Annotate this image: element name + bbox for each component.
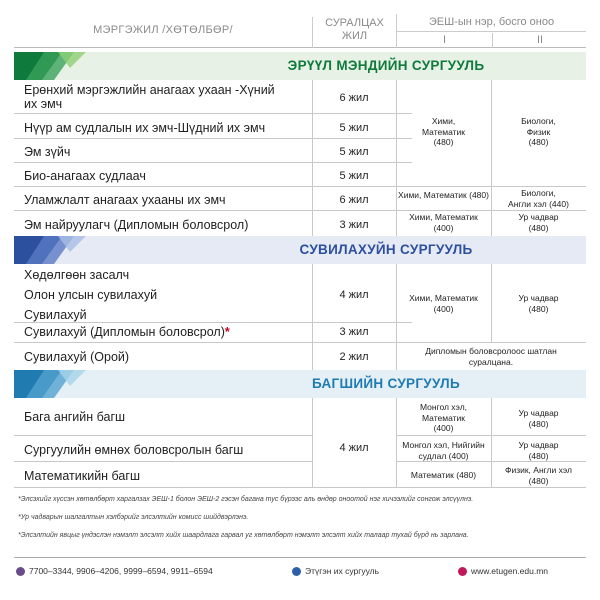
duration-cell: 5 жил: [339, 122, 369, 134]
column-divider: [312, 264, 313, 370]
facebook-icon: [292, 567, 301, 576]
exam1-cell: [396, 190, 491, 201]
exam-text: (480): [528, 418, 549, 429]
admission-table: [14, 12, 586, 48]
exam-text: (480): [433, 137, 454, 147]
section-title-nursing: СУВИЛАХУЙН СУРГУУЛЬ: [299, 242, 473, 257]
exam-text: Физик, Англи хэл: [504, 465, 572, 475]
exam-text: суралцана.: [468, 356, 514, 367]
row-divider: [14, 487, 586, 488]
website-link[interactable]: www.etugen.edu.mn: [471, 566, 549, 576]
row-divider: [14, 461, 312, 462]
facebook-text[interactable]: Этүгэн их сургууль: [305, 566, 380, 576]
exam-text: Дипломын боловсролоос шатлан: [425, 346, 557, 356]
row-divider: [14, 113, 412, 114]
exam-text: Биологи,: [521, 188, 556, 198]
program-physio: Хөдөлгөөн засалч: [24, 268, 130, 282]
exam-text: Хими,: [431, 116, 456, 126]
asterisk-mark: *: [224, 325, 230, 339]
phones-text: 7700–3344, 9906–4206, 9999–6594, 9911–6594: [29, 566, 213, 576]
band-decoration-icon: [14, 370, 94, 398]
row-divider: [14, 186, 586, 187]
band-decoration-icon: [14, 52, 94, 80]
program-line2: их эмч: [24, 97, 63, 111]
exam1-cell: [396, 440, 491, 461]
section-band-nursing: [14, 236, 586, 264]
duration-cell: 6 жил: [339, 194, 369, 206]
band-decoration-icon: [14, 236, 94, 264]
column-divider: [312, 398, 313, 487]
exam-text: (400): [433, 222, 454, 233]
footer-website[interactable]: [458, 566, 548, 576]
table-header: [14, 12, 586, 48]
exam-text: (400): [433, 423, 454, 433]
phone-icon: [16, 567, 25, 576]
exam-text: Математик: [422, 126, 465, 137]
exam-text: (480): [528, 137, 549, 147]
footnote: *Элсэлтийн явцыг үндэслэн нэмэлт элсэлт хийх шаардлага гарвал уг хөтөлбөрт нэмэлт элсэлт хийх талаар тухай бүрд нь зарлана.: [18, 532, 469, 539]
exam2-merged: [491, 293, 586, 314]
column-divider: [396, 398, 397, 487]
header-exam-col1: I: [442, 34, 447, 46]
exam-text: Ур чадвар: [518, 440, 559, 450]
program-text: Сувилахуй (Дипломын боловсрол): [24, 325, 225, 339]
program-nursing: Сувилахуй: [24, 308, 87, 322]
exam-text: (480): [528, 450, 549, 461]
program-biomedical: Био-анагаах судлаач: [24, 169, 146, 183]
column-divider: [491, 80, 492, 236]
exam2-merged: [491, 116, 586, 148]
exam-text: (480): [528, 303, 549, 314]
footer-phones: [16, 566, 213, 576]
duration-cell: 2 жил: [339, 351, 369, 363]
duration-cell: 3 жил: [339, 326, 369, 338]
row-divider: [14, 162, 412, 163]
program-pharmacist: Эм зүйч: [24, 145, 71, 159]
duration-cell: 5 жил: [339, 170, 369, 182]
exam2-cell: [491, 188, 586, 209]
row-divider: [14, 138, 412, 139]
program-primary-teacher: Бага ангийн багш: [24, 410, 126, 424]
program-dentist: Нүүр ам судлалын их эмч-Шүдний их эмч: [24, 121, 266, 135]
row-divider: [14, 210, 586, 211]
header-duration: [312, 17, 396, 48]
program-pharmaceutics: Эм найруулагч (Дипломын боловсрол): [24, 218, 249, 232]
duration-merged: 4 жил: [339, 289, 369, 301]
section-band-teacher: [14, 370, 586, 398]
header-exam: [396, 14, 586, 48]
row-divider: [14, 342, 586, 343]
globe-icon: [458, 567, 467, 576]
exam-text: Англи хэл (440): [508, 198, 569, 209]
exam-text: Математик (480): [410, 470, 477, 480]
exam2-cell: [491, 408, 586, 429]
exam1-cell: [396, 402, 491, 434]
program-line1: Ерөнхий мэргэжлийн анагаах ухаан -Хүний: [24, 83, 275, 97]
duration-cell: 3 жил: [339, 219, 369, 231]
program-math-teacher: Математикийн багш: [24, 469, 140, 483]
exam-text: (480): [528, 222, 549, 233]
exam-text: Хими, Математик (480): [398, 190, 489, 200]
column-divider: [396, 264, 397, 370]
footnote: *Ур чадварын шалгалтын хэлбэрийг элсэлтийн комисс шийдвэрлэнэ.: [18, 514, 249, 521]
exam1-merged: [396, 293, 491, 314]
duration-cell: 6 жил: [339, 92, 369, 104]
exam-text: судлал (400): [418, 450, 469, 461]
section-title-health: ЭРҮҮЛ МЭНДИЙН СУРГУУЛЬ: [287, 58, 485, 73]
header-exam-col2: II: [492, 33, 587, 48]
footnote: *Элсэхийг хүссэн хөтөлбөрт харгалзах ЭЕШ-1 болон ЭЕШ-2 гэсэн багана тус бүрээс аль өндөр оноотой нэг хичээлийг сонгож элсүүлнэ.: [18, 496, 474, 503]
exam2-cell: [491, 465, 586, 486]
row-divider: [14, 322, 412, 323]
program-traditional-medicine: Уламжлалт анагаах ухааны их эмч: [24, 193, 226, 207]
duration-cell: 5 жил: [339, 146, 369, 158]
exam-text: Монгол хэл, Нийгийн: [402, 440, 485, 450]
exam-text: (400): [433, 303, 454, 314]
exam-text: (480): [528, 475, 549, 486]
exam-wide-note: [396, 346, 586, 367]
exam-text: Ур чадвар: [518, 212, 559, 222]
exam-text: Хими, Математик: [409, 212, 478, 222]
exam-text: Монгол хэл,: [419, 402, 468, 412]
header-exam-title: ЭЕШ-ын нэр, босго оноо: [397, 14, 586, 32]
exam-text: Физик: [526, 126, 551, 137]
duration-merged: 4 жил: [339, 442, 369, 454]
program-nursing-evening: Сувилахуй (Орой): [24, 350, 130, 364]
program-nursing-diploma: [14, 325, 312, 339]
exam-text: Хими, Математик: [409, 293, 478, 303]
column-divider: [491, 398, 492, 487]
header-program: МЭРГЭЖИЛ /ХӨТӨЛБӨР/: [93, 24, 233, 36]
section-title-teacher: БАГШИЙН СУРГУУЛЬ: [312, 376, 460, 391]
exam2-cell: [491, 440, 586, 461]
exam-text: Биологи,: [521, 116, 556, 126]
exam1-merged: [396, 116, 491, 148]
column-divider: [491, 264, 492, 342]
header-duration-line2: ЖИЛ: [341, 30, 368, 42]
exam1-cell: [396, 212, 491, 233]
column-divider: [396, 80, 397, 236]
exam-text: Ур чадвар: [518, 408, 559, 418]
exam-text: Ур чадвар: [518, 293, 559, 303]
footer-facebook[interactable]: [292, 566, 379, 576]
program-general-medicine: [14, 83, 312, 111]
exam1-cell: [396, 470, 491, 481]
exam2-cell: [491, 212, 586, 233]
footer-divider: [14, 557, 586, 558]
section-band-health: [14, 52, 586, 80]
row-divider: [14, 435, 312, 436]
program-preschool-teacher: Сургуулийн өмнөх боловсролын багш: [24, 443, 244, 457]
header-duration-line1: СУРАЛЦАХ: [325, 17, 384, 29]
program-intl-nursing: Олон улсын сувилахуй: [24, 288, 158, 302]
exam-text: Математик: [422, 412, 465, 423]
column-divider: [312, 80, 313, 236]
